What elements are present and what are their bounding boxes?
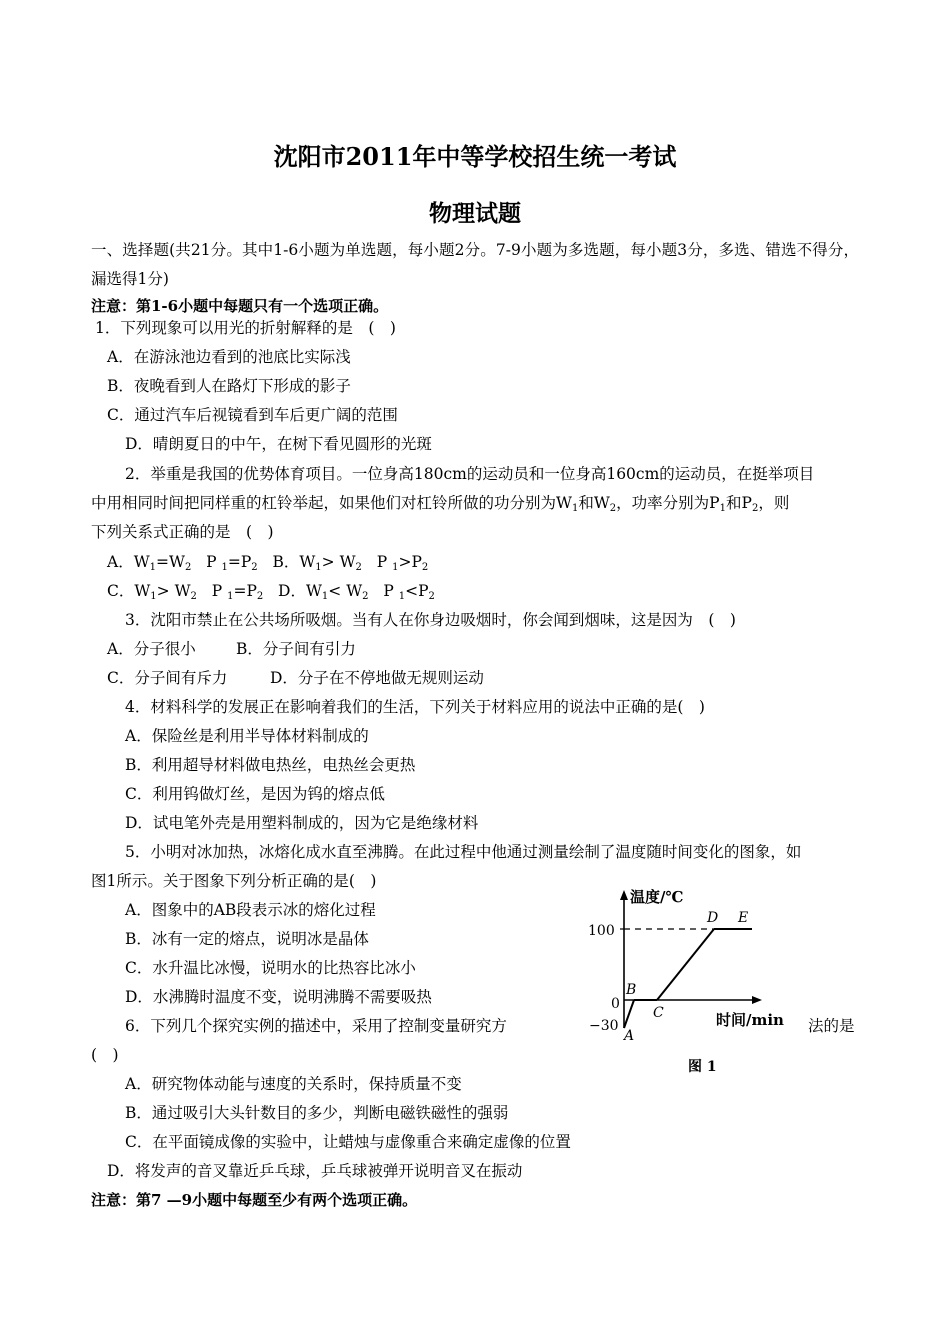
point-label-c: C	[653, 1005, 664, 1021]
x-axis-label: 时间/min	[716, 1011, 784, 1029]
q4-option-c: C．利用钨做灯丝，是因为钨的熔点低	[125, 785, 385, 803]
q4-option-b: B．利用超导材料做电热丝，电热丝会更热	[125, 756, 416, 774]
q3-option-d: D．分子在不停地做无规则运动	[270, 669, 484, 687]
section-intro: 一、选择题(共21分。其中1-6小题为单选题，每小题2分。7-9小题为多选题，每小题3分，多选、错选不得分，漏选得1分)	[91, 241, 859, 288]
q5-option-c: C．水升温比冰慢，说明水的比热容比冰小	[125, 959, 416, 977]
q5-line2: 图1所示。关于图象下列分析正确的是( )	[91, 872, 377, 890]
q2-options-cd: C．$W_1> W_2$ P $_1=P_2$ D．$W_1< W_2$ P $_1<P_2$	[107, 582, 435, 602]
q6-option-d: D．将发声的音叉靠近乒乓球，乒乓球被弹开说明音叉在振动	[107, 1162, 523, 1180]
curve-ab	[624, 1000, 634, 1028]
q6-stem-right: 法的是	[808, 1017, 855, 1035]
q5-line1: 5．小明对冰加热，冰熔化成水直至沸腾。在此过程中他通过测量绘制了温度随时间变化的图象，如	[125, 843, 802, 861]
q1-option-b: B．夜晚看到人在路灯下形成的影子	[107, 377, 351, 395]
q1-stem: 1．下列现象可以用光的折射解释的是 ( )	[95, 319, 396, 337]
q6-stem-left: 6．下列几个探究实例的描述中，采用了控制变量研究方	[125, 1017, 507, 1035]
note-single-choice: 注意：第1-6小题中每题只有一个选项正确。	[91, 297, 389, 315]
q4-option-a: A．保险丝是利用半导体材料制成的	[125, 727, 369, 745]
figure-1-temperature-chart	[586, 880, 786, 1080]
tick-label-100: 100	[588, 923, 615, 939]
q1-option-c: C．通过汽车后视镜看到车后更广阔的范围	[107, 406, 398, 424]
q1-option-a: A．在游泳池边看到的池底比实际浅	[107, 348, 351, 366]
y-axis-arrow	[620, 890, 628, 900]
q5-option-d: D．水沸腾时温度不变，说明沸腾不需要吸热	[125, 988, 432, 1006]
curve-cd	[657, 929, 714, 1000]
q5-option-a: A．图象中的AB段表示冰的熔化过程	[125, 901, 376, 919]
q2-line2: 中用相同时间把同样重的杠铃举起，如果他们对杠铃所做的功分别为$W_1$和$W_2$，功率分别为$P_1$和$P_2$，则	[91, 494, 790, 514]
exam-title: 沈阳市2011年中等学校招生统一考试	[273, 142, 677, 171]
q4-stem: 4．材料科学的发展正在影响着我们的生活，下列关于材料应用的说法中正确的是( )	[125, 698, 705, 716]
point-label-d: D	[707, 910, 719, 926]
point-label-e: E	[738, 910, 749, 926]
q3-stem: 3．沈阳市禁止在公共场所吸烟。当有人在你身边吸烟时，你会闻到烟味，这是因为 ( )	[125, 611, 736, 629]
note-multi-choice: 注意：第7 —9小题中每题至少有两个选项正确。	[91, 1191, 418, 1209]
q2-options-ab: A．$W_1=W_2$ P $_1=P_2$ B．$W_1> W_2$ P $_1>P_2$	[107, 553, 429, 573]
figure-caption: 图 1	[688, 1059, 717, 1075]
x-axis-arrow	[752, 996, 762, 1004]
y-axis-label: 温度/℃	[630, 888, 684, 906]
q3-option-a: A．分子很小	[107, 640, 196, 658]
q6-option-c: C．在平面镜成像的实验中，让蜡烛与虚像重合来确定虚像的位置	[125, 1133, 571, 1151]
q2-line1: 2．举重是我国的优势体育项目。一位身高180cm的运动员和一位身高160cm的运动员，在挺举项目	[125, 465, 815, 483]
q4-option-d: D．试电笔外壳是用塑料制成的，因为它是绝缘材料	[125, 814, 479, 832]
q3-option-b: B．分子间有引力	[236, 640, 356, 658]
q3-option-c: C．分子间有斥力	[107, 669, 228, 687]
q5-option-b: B．冰有一定的熔点，说明冰是晶体	[125, 930, 369, 948]
point-label-b: B	[626, 982, 637, 998]
q2-line3: 下列关系式正确的是 ( )	[91, 523, 274, 541]
q1-option-d: D．晴朗夏日的中午，在树下看见圆形的光斑	[125, 435, 432, 453]
tick-label-0: 0	[611, 996, 620, 1012]
exam-subtitle: 物理试题	[429, 200, 521, 227]
q6-option-b: B．通过吸引大头针数目的多少，判断电磁铁磁性的强弱	[125, 1104, 509, 1122]
q6-option-a: A．研究物体动能与速度的关系时，保持质量不变	[125, 1075, 462, 1093]
tick-label-neg30: −30	[589, 1018, 619, 1034]
point-label-a: A	[624, 1028, 635, 1044]
q6-paren: ( )	[91, 1046, 119, 1064]
